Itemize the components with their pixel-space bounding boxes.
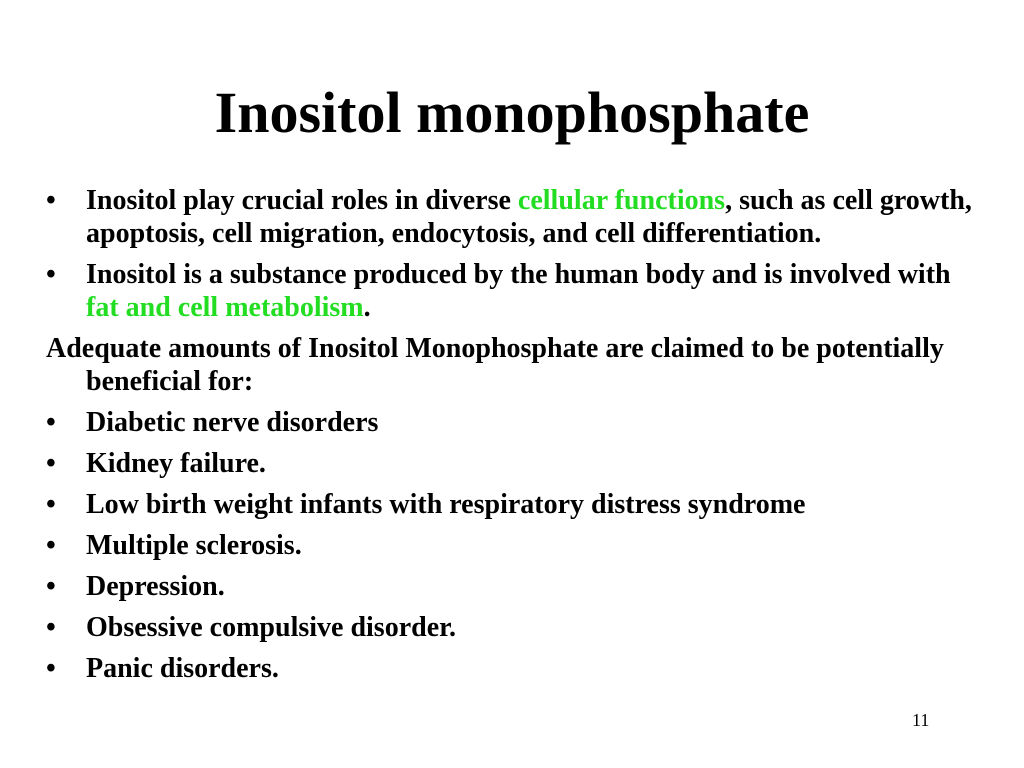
benefit-text: Low birth weight infants with respiratory distress syndrome xyxy=(86,489,806,520)
bullet-item-cellular-functions xyxy=(46,184,976,250)
slide-content xyxy=(46,184,976,693)
benefit-text: Kidney failure. xyxy=(86,448,266,479)
bullet-text-part: Inositol play crucial roles in diverse xyxy=(86,185,518,216)
benefit-text: Obsessive compulsive disorder. xyxy=(86,612,456,643)
bullet-dot-icon: • xyxy=(46,653,56,684)
benefit-item xyxy=(46,570,976,603)
benefit-text: Diabetic nerve disorders xyxy=(86,407,379,438)
bullet-dot-icon: • xyxy=(46,259,56,290)
page-number: 11 xyxy=(912,710,930,730)
benefit-item xyxy=(46,611,976,644)
bullet-dot-icon: • xyxy=(46,612,56,643)
benefit-item xyxy=(46,447,976,480)
bullet-item-metabolism xyxy=(46,258,976,324)
lead-paragraph: Adequate amounts of Inositol Monophosphate are claimed to be potentially beneficial for: xyxy=(46,333,944,397)
bullet-text-part: . xyxy=(363,292,371,323)
benefit-item xyxy=(46,488,976,521)
bullet-dot-icon: • xyxy=(46,489,56,520)
bullet-dot-icon: • xyxy=(46,530,56,561)
highlight-text: fat and cell metabolism xyxy=(86,292,364,323)
bullet-dot-icon: • xyxy=(46,571,56,602)
bullet-dot-icon: • xyxy=(46,185,56,216)
benefit-item xyxy=(46,529,976,562)
slide-title: Inositol monophosphate xyxy=(214,80,810,145)
benefit-text: Multiple sclerosis. xyxy=(86,530,302,561)
benefit-item xyxy=(46,652,976,685)
bullet-text-part: , such as cell growth, apoptosis, cell migration, endocytosis, and cell differentiation. xyxy=(86,185,972,249)
highlight-text: cellular functions xyxy=(517,185,726,216)
bullet-dot-icon: • xyxy=(46,407,56,438)
benefit-text: Panic disorders. xyxy=(86,653,279,684)
bullet-dot-icon: • xyxy=(46,448,56,479)
benefit-text: Depression. xyxy=(86,571,225,602)
bullet-text-part: Inositol is a substance produced by the human body and is involved with xyxy=(86,259,951,290)
benefit-item xyxy=(46,406,976,439)
